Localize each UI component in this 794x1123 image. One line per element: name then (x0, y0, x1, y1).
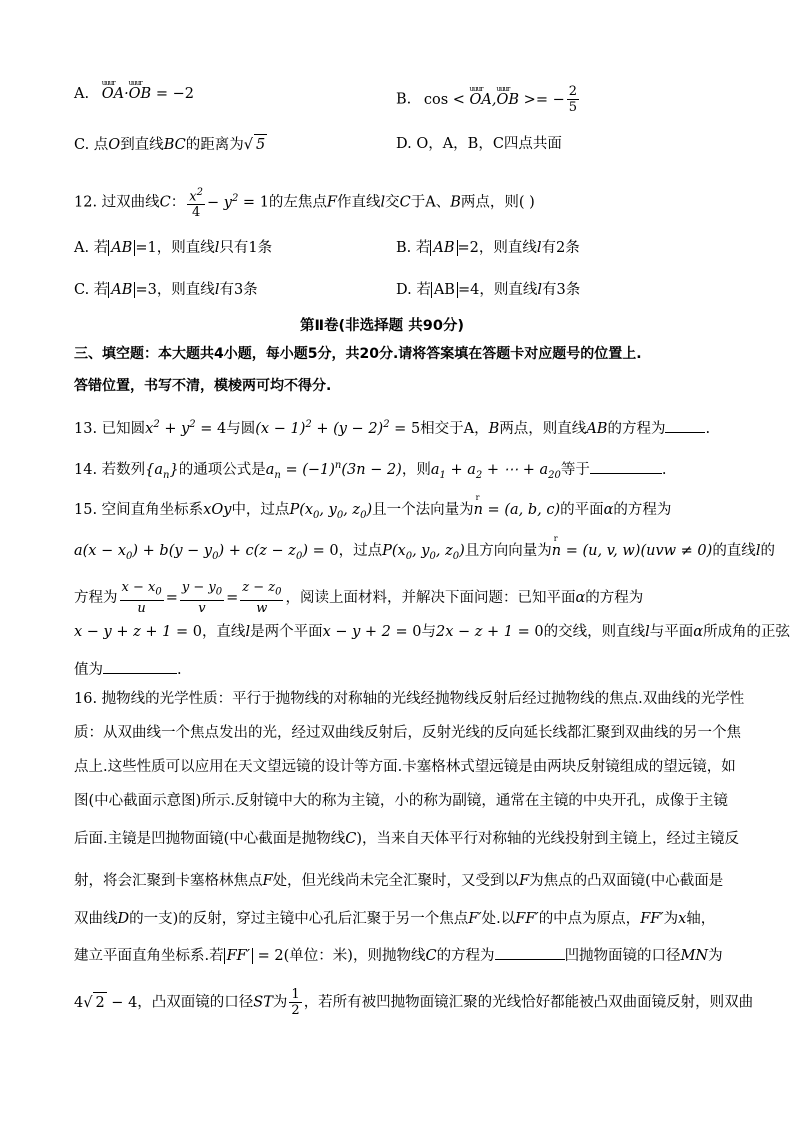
part3-instructions-line1: 三、填空题：本大题共4小题，每小题5分，共20分.请将答案填在答题卡对应题号的位置上. (74, 346, 642, 362)
question-text: 轴， (686, 911, 716, 927)
question-text: 已知圆 (101, 420, 146, 437)
question-text: 相交于 (420, 420, 464, 437)
question-text: 建立平面直角坐标系.若 (74, 948, 224, 964)
option-text: ，则直线 (156, 282, 215, 298)
question-number: 14. (74, 461, 98, 478)
option-text: 若 (415, 240, 431, 256)
question-number: 15. (74, 502, 98, 518)
question-text: ，过点 (338, 543, 383, 559)
question-text: 与 (421, 624, 437, 640)
sqrt-value: 5 (254, 134, 267, 155)
option-label: A. (74, 86, 90, 102)
q16-line3: 点上.这些性质可以应用在天文望远镜的设计等方面.卡塞格林式望远镜是由两块反射镜组成的望远镜，如 (74, 759, 736, 775)
question-text: 的方程为 (607, 420, 666, 437)
answer-blank[interactable] (590, 461, 662, 474)
q12-option-d: D. 若 AB =4，则直线l有3条 (396, 282, 581, 298)
question-text: 于 (410, 194, 426, 211)
question-text: ，直线 (201, 624, 246, 640)
question-text: ，凸双面镜的口径 (137, 994, 254, 1011)
question-text: 且一个法向量为 (372, 502, 474, 518)
question-text: 的直线 (712, 543, 756, 559)
question-number: 16. (74, 691, 98, 707)
question-text: 的交线，则直线 (543, 624, 646, 640)
option-label: C. (74, 137, 90, 153)
option-text: 只有1条 (219, 240, 273, 256)
q15-line1: 15. 空间直角坐标系xOy中，过点$P(x_0$, $y_0$, $z_0$)且一个法向量为r n = (a, b, c)的平面α的方程为 (74, 500, 671, 526)
option-text: 的距离为 (185, 137, 244, 153)
q13: 13. 已知圆$x^2 + y^2 = 4$与圆$(x - 1)^2 + (y - 2)^2 = 5$相交于A，B两点，则直线AB的方程为 . (74, 419, 711, 437)
question-text: 所成角的正弦 (703, 624, 791, 640)
option-label: B. (396, 91, 412, 108)
question-text: 与圆 (226, 420, 256, 437)
q15-line4: x − y + z + 1 = 0，直线l是两个平面x − y + 2 = 0与2x − z + 1 = 0的交线，则直线l与平面α所成角的正弦 (74, 624, 791, 640)
question-text: 射，将会汇聚到卡塞格林焦点 (74, 873, 263, 889)
q16-line7: 双曲线D的一支)的反射，穿过主镜中心孔后汇聚于另一个焦点F′处.以FF′的中点为原点，FF′为x轴， (74, 911, 716, 927)
question-text: )，当来自天体平行对称轴的光线投射到主镜上，经过主镜反 (356, 831, 740, 847)
question-text: . (661, 461, 667, 478)
question-text: 处.以 (481, 911, 516, 927)
question-text: 的通项公式是 (178, 461, 266, 478)
answer-blank[interactable] (103, 661, 177, 674)
cosine-expression: cos < uuur OA,uuur OB >= − $\frac{2}{5}$ (424, 92, 581, 108)
q16-line6: 射，将会汇聚到卡塞格林焦点F处，但光线尚未完全汇聚时，又受到以F为焦点的凸双面镜(中心截面是 (74, 873, 724, 889)
question-text: 为焦点的凸双面镜(中心截面是 (529, 873, 724, 889)
option-label: D. (396, 282, 412, 298)
section-title: 第Ⅱ卷(非选择题 共90分) (300, 318, 465, 334)
question-text: 为 (663, 911, 679, 927)
q12-option-a: A. 若 AB =1，则直线l只有1条 (74, 240, 273, 256)
question-text: 为 (708, 948, 723, 964)
q11-option-c: C. 点O到直线BC的距离为√ 5 (74, 134, 267, 155)
question-text: 值为 (74, 662, 103, 678)
question-text: 双曲线 (74, 911, 118, 927)
option-text: 到直线 (120, 137, 164, 153)
option-label: C. (74, 282, 90, 298)
q12-option-b: B. 若 AB =2，则直线l有2条 (396, 240, 580, 256)
option-text: 有3条 (541, 282, 581, 298)
question-text: 且方向向量为 (464, 543, 552, 559)
question-text: 为 (272, 994, 288, 1011)
question-text: 的方程为 (585, 589, 644, 606)
question-text: 等于 (560, 461, 590, 478)
question-text: 凹抛物面镜的口径 (564, 948, 681, 964)
option-value: =2 (457, 240, 479, 256)
question-text: ，则 (401, 461, 431, 478)
q14: 14. 若数列$\{a_n\}$的通项公式是$a_n = (-1)^n(3n - 2)$，则$a_1 + a_2$ + ⋯ + $a_{20}$等于 . (74, 460, 667, 481)
question-text: 抛物线的光学性质：平行于抛物线的对称轴的光线经抛物线反射后经过抛物线的焦点.双曲线的光学性 (101, 691, 745, 707)
question-text: 两点，则( ) (460, 194, 535, 211)
answer-blank[interactable] (495, 947, 565, 960)
q12-option-c: C. 若 AB =3，则直线l有3条 (74, 282, 258, 298)
dot-product-expression: uuur OA·uuur OB = −2 (102, 86, 194, 102)
q11-option-b (396, 84, 581, 115)
q16-line4: 图(中心截面示意图)所示.反射镜中大的称为主镜，小的称为副镜，通常在主镜的中央开孔，成像于主镜 (74, 793, 728, 809)
question-text: 作直线 (336, 194, 381, 211)
question-number: 13. (74, 420, 98, 437)
option-text: 有3条 (219, 282, 258, 298)
q11-option-d (396, 134, 562, 154)
option-text: ，则直线 (156, 240, 215, 256)
option-value: =4 (457, 282, 480, 298)
option-text: 点 (93, 137, 109, 153)
answer-blank[interactable] (665, 420, 705, 433)
question-text: 中，过点 (231, 502, 290, 518)
q15-line2: $a(x - x_0) + b(y - y_0) + c(z - z_0) = 0$，过点$P(x_0$, $y_0$, $z_0$)且方向向量为r n = (u, v, w)(uvw ≠ 0)的直线l的 (74, 541, 775, 567)
option-text: O，A，B，C四点共面 (416, 136, 562, 152)
option-label: D. (396, 136, 412, 152)
option-value: =1 (135, 240, 157, 256)
option-text: ，则直线 (478, 240, 537, 256)
question-text: 过双曲线 (101, 194, 160, 211)
q12-stem: 12. 过双曲线C： $\frac{x^2}{4}$ − $y^2 = 1$的左焦点F作直线l交C于A、B两点，则( ) (74, 187, 535, 221)
option-label: B. (396, 240, 412, 256)
question-number: 12. (74, 194, 98, 211)
question-text: . (705, 420, 711, 437)
question-text: . (177, 662, 182, 678)
question-text: 的 (760, 543, 775, 559)
option-text: 若 (93, 240, 109, 256)
q15-line5 (74, 660, 182, 680)
question-text: 处，但光线尚未完全汇聚时，又受到以 (272, 873, 520, 889)
option-text: 有2条 (541, 240, 580, 256)
option-label: A. (74, 240, 90, 256)
question-text: ，阅读上面材料，并解决下面问题：已知平面 (285, 589, 576, 606)
question-text: 的中点为原点， (538, 911, 641, 927)
part3-instructions-line2: 答错位置，书写不清，模棱两可均不得分. (74, 378, 332, 394)
question-text: ，若所有被凹抛物面镜汇聚的光线恰好都能被凸双曲面镜反射，则双曲 (303, 994, 754, 1011)
question-text: 空间直角坐标系 (101, 502, 204, 518)
question-text: 后面.主镜是凹抛物面镜(中心截面是抛物线 (74, 831, 346, 847)
q16-line8: 建立平面直角坐标系.若 FF′ = 2(单位：米)，则抛物线C的方程为 凹抛物面镜的口径MN为 (74, 948, 723, 964)
question-text: 的平面 (560, 502, 604, 518)
question-text: 两点，则直线 (499, 420, 587, 437)
q11-option-a (74, 84, 194, 104)
q15-line3: 方程为 $\frac{x - x_0}{u}$ = $\frac{y - y_0}{v}$ = $\frac{z - z_0}{w}$ ，阅读上面材料，并解决下面问题：已知平面α的方程为 (74, 580, 644, 616)
q16-line5: 后面.主镜是凹抛物面镜(中心截面是抛物线C)，当来自天体平行对称轴的光线投射到主镜上，经过主镜反 (74, 831, 740, 847)
question-text: 的一支)的反射，穿过主镜中心孔后汇聚于另一个焦点 (129, 911, 469, 927)
question-text: 若数列 (101, 461, 146, 478)
q16-line9: 4√ 2 − 4，凸双面镜的口径ST为 $\frac{1}{2}$ ，若所有被凹抛物面镜汇聚的光线恰好都能被凸双曲面镜反射，则双曲 (74, 987, 754, 1018)
question-text: 的方程为 (613, 502, 672, 518)
q16-line1 (74, 689, 744, 709)
option-text: 若 (93, 282, 109, 298)
question-text: 的方程为 (436, 948, 495, 964)
question-text: 的左焦点 (268, 194, 327, 211)
question-text: (单位：米)，则抛物线 (283, 948, 426, 964)
question-text: 方程为 (74, 589, 118, 606)
q16-line2: 质：从双曲线一个焦点发出的光，经过双曲线反射后，反射光线的反向延长线都汇聚到双曲线的另一个焦 (74, 725, 741, 741)
option-text: 若 (416, 282, 431, 298)
question-text: 交 (385, 194, 400, 211)
option-text: ，则直线 (479, 282, 538, 298)
question-text: 是两个平面 (250, 624, 323, 640)
question-text: 与平面 (649, 624, 694, 640)
option-value: =3 (135, 282, 157, 298)
